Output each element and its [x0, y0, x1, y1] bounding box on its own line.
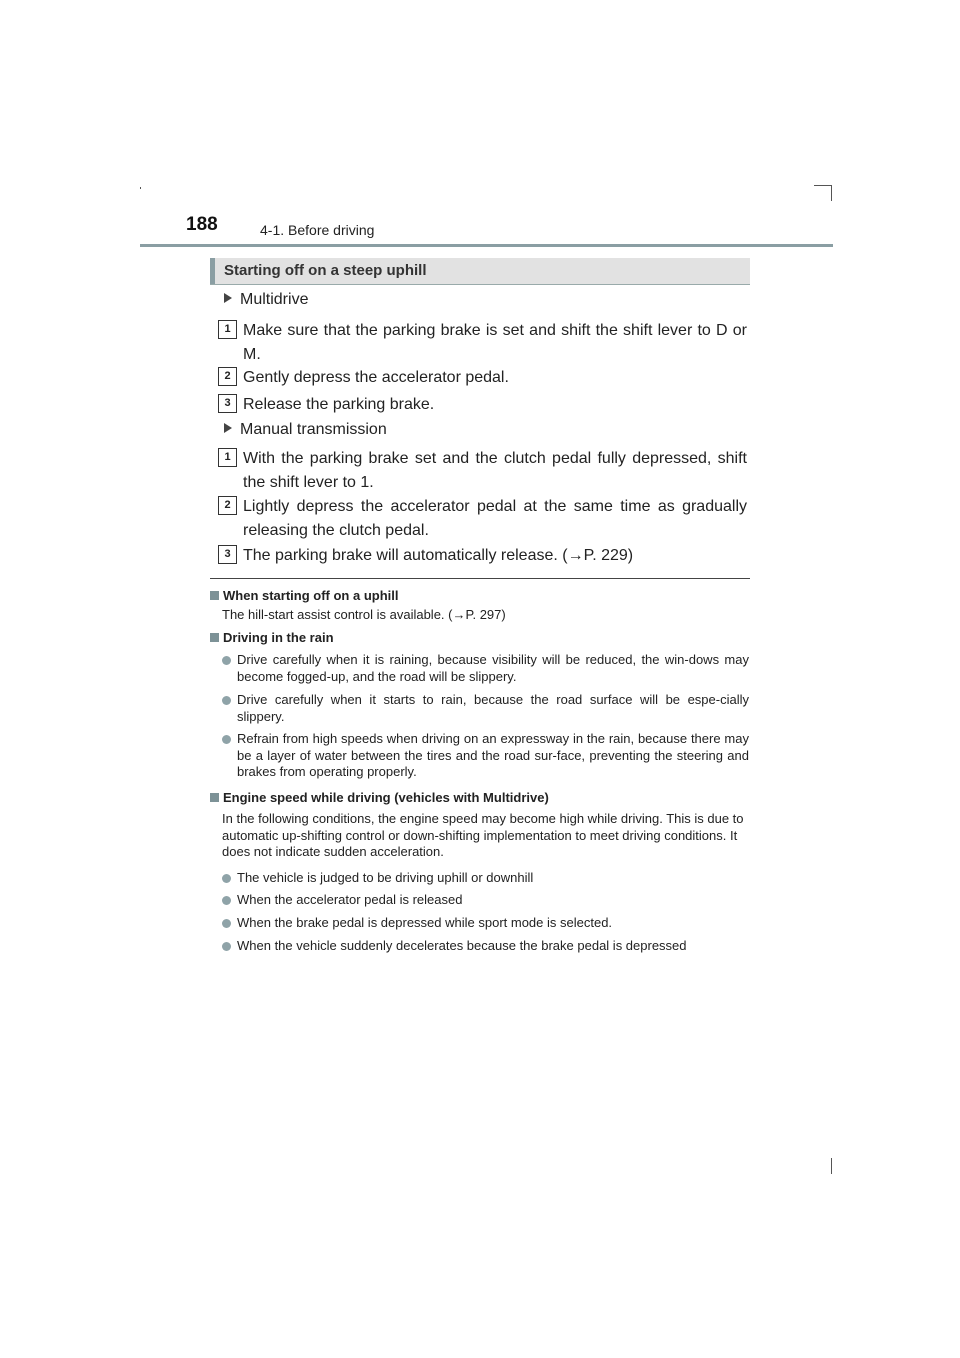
bullet-text: Refrain from high speeds when driving on an expressway in the rain, because there may be a layer of water between the tires and the road sur-face, preventing the steering and brakes from operating properly.	[237, 731, 749, 779]
multidrive-heading	[224, 291, 308, 309]
manual-label: Manual transmission	[240, 421, 387, 438]
section-title: Starting off on a steep uphill	[224, 262, 427, 279]
rain-bullet-3	[222, 731, 749, 781]
title-accent	[210, 258, 215, 284]
rain-bullet-1	[222, 652, 749, 685]
engine-bullet-3	[222, 915, 749, 932]
bullet-text: When the vehicle suddenly decelerates because the brake pedal is depressed	[237, 938, 687, 953]
circle-bullet-icon	[222, 735, 231, 744]
note-text-uphill: The hill-start assist control is available. (→P. 297)	[222, 607, 506, 622]
square-bullet-icon	[210, 591, 219, 600]
step-text: Release the parking brake.	[243, 396, 435, 413]
step-number-badge: 2	[218, 367, 237, 386]
note-heading-text: When starting off on a uphill	[223, 588, 399, 603]
square-bullet-icon	[210, 793, 219, 802]
step-number-badge: 1	[218, 448, 237, 467]
circle-bullet-icon	[222, 656, 231, 665]
rain-bullet-2	[222, 692, 749, 725]
step-number-badge: 3	[218, 545, 237, 564]
step-number-badge: 3	[218, 394, 237, 413]
circle-bullet-icon	[222, 874, 231, 883]
triangle-bullet-icon	[224, 293, 232, 303]
circle-bullet-icon	[222, 942, 231, 951]
triangle-bullet-icon	[224, 423, 232, 433]
header-rule	[140, 244, 833, 247]
circle-bullet-icon	[222, 896, 231, 905]
circle-bullet-icon	[222, 696, 231, 705]
bullet-text: Drive carefully when it is raining, because visibility will be reduced, the win-dows may become fogged-up, and the road will be slippery.	[237, 652, 749, 684]
step-text: Make sure that the parking brake is set and shift the shift lever to D or M.	[243, 322, 747, 363]
square-bullet-icon	[210, 633, 219, 642]
crop-mark-top-left	[140, 187, 141, 189]
page-number: 188	[186, 214, 218, 235]
section-label: 4-1. Before driving	[260, 222, 375, 238]
note-heading-text: Driving in the rain	[223, 630, 334, 645]
section-title-bar	[210, 258, 750, 285]
multidrive-label: Multidrive	[240, 291, 309, 308]
engine-bullet-2	[222, 892, 749, 909]
note-heading-rain	[210, 630, 334, 645]
bullet-text: When the brake pedal is depressed while sport mode is selected.	[237, 915, 613, 930]
engine-bullet-1	[222, 870, 749, 887]
note-text-engine: In the following conditions, the engine speed may become high while driving. This is due to automatic up-shifting control or down-shifting implementation to meet driving conditions. It does not indicate sudden acceleration.	[222, 811, 744, 859]
crop-mark-top-right	[814, 185, 832, 186]
step-number-badge: 2	[218, 496, 237, 515]
circle-bullet-icon	[222, 919, 231, 928]
bullet-text: Drive carefully when it starts to rain, because the road surface will be espe-cially slippery.	[237, 692, 749, 724]
note-heading-uphill	[210, 588, 398, 603]
bullet-text: The vehicle is judged to be driving uphill or downhill	[237, 870, 534, 885]
step-text: With the parking brake set and the clutch pedal fully depressed, shift the shift lever to 1.	[243, 450, 747, 491]
note-heading-text: Engine speed while driving (vehicles with Multidrive)	[223, 790, 549, 805]
step-number-badge: 1	[218, 320, 237, 339]
step-text: Lightly depress the accelerator pedal at the same time as gradually releasing the clutch pedal.	[243, 498, 747, 539]
bullet-text: When the accelerator pedal is released	[237, 892, 463, 907]
note-heading-engine	[210, 790, 549, 805]
section-divider	[210, 578, 750, 579]
step-text: Gently depress the accelerator pedal.	[243, 369, 509, 386]
engine-bullet-4	[222, 938, 749, 955]
crop-mark-bottom-right	[831, 1158, 832, 1174]
crop-mark-top-right-vertical	[831, 185, 832, 201]
manual-heading	[224, 421, 387, 439]
step-text: The parking brake will automatically release. (→P. 229)	[243, 547, 634, 564]
